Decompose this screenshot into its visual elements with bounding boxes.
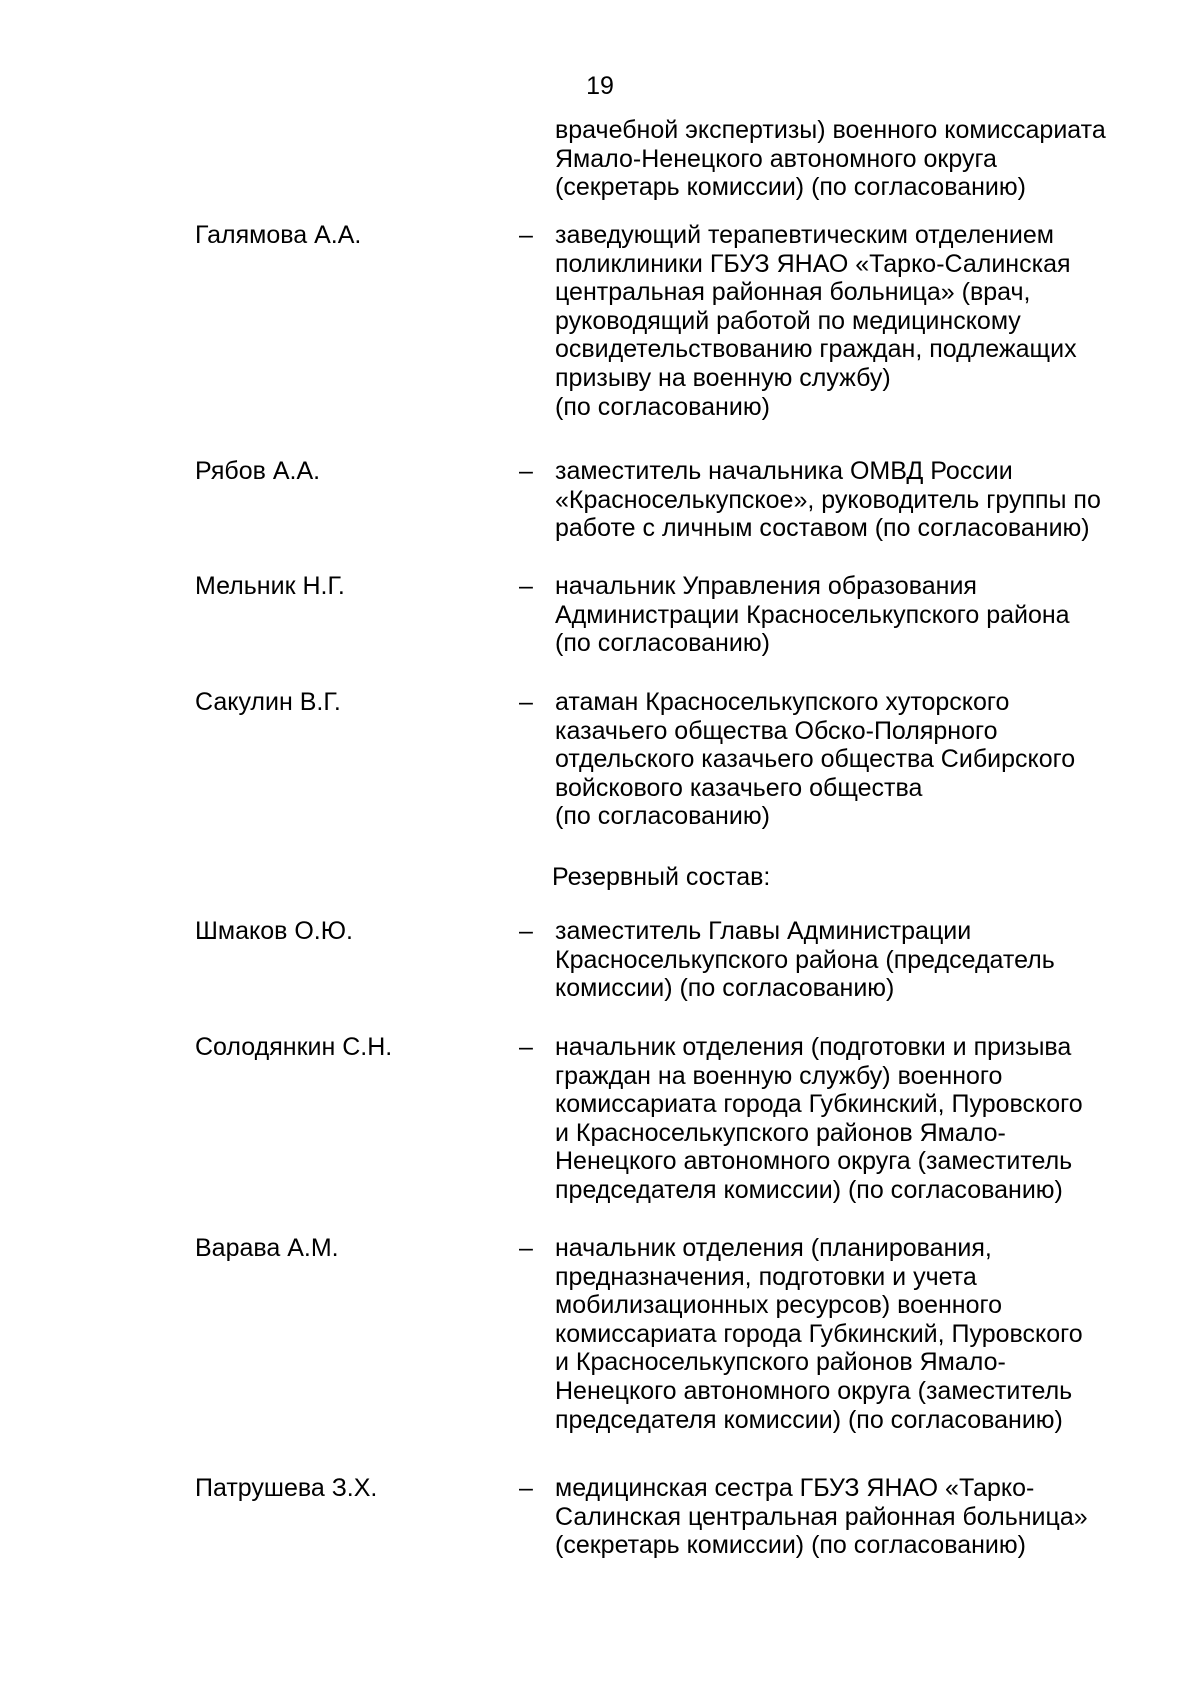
description-line: граждан на военную службу) военного xyxy=(555,1061,1003,1090)
member-name: Рябов А.А. xyxy=(195,457,321,485)
description-line: и Красноселькупского районов Ямало- xyxy=(555,1348,1006,1377)
dash-separator: – xyxy=(519,1033,533,1061)
description-line: «Красноселькупское», руководитель группы по xyxy=(555,485,1101,514)
description-line: Ненецкого автономного округа (заместитель xyxy=(555,1376,1073,1405)
description-line: медицинская сестра ГБУЗ ЯНАО «Тарко- xyxy=(555,1474,1035,1502)
member-description xyxy=(555,1474,1155,1560)
description-line: Красноселькупского района (председатель xyxy=(555,945,1055,974)
member-name: Мельник Н.Г. xyxy=(195,572,345,600)
description-line: комиссариата города Губкинский, Пуровского xyxy=(555,1319,1083,1348)
dash-separator: – xyxy=(519,917,533,945)
description-line: Ненецкого автономного округа (заместитель xyxy=(555,1147,1073,1176)
member-name: Шмаков О.Ю. xyxy=(195,917,353,945)
dash-separator: – xyxy=(519,572,533,600)
description-line: (секретарь комиссии) (по согласованию) xyxy=(555,173,1026,202)
description-line: отдельского казачьего общества Сибирского xyxy=(555,745,1076,774)
description-line: призыву на военную службу) xyxy=(555,363,891,392)
dash-separator: – xyxy=(519,688,533,716)
member-description xyxy=(555,1033,1155,1205)
dash-separator: – xyxy=(519,1474,533,1502)
description-line: и Красноселькупского районов Ямало- xyxy=(555,1118,1006,1147)
description-line: врачебной экспертизы) военного комиссариата xyxy=(555,116,1106,144)
description-line: войскового казачьего общества xyxy=(555,773,923,802)
description-line: заместитель начальника ОМВД России xyxy=(555,457,1013,485)
member-description xyxy=(555,572,1155,658)
member-name: Патрушева З.Х. xyxy=(195,1474,378,1502)
dash-separator: – xyxy=(519,1234,533,1262)
description-line: центральная районная больница» (врач, xyxy=(555,278,1031,307)
member-name: Варава А.М. xyxy=(195,1234,339,1262)
continuation-description xyxy=(555,116,1155,202)
reserve-heading: Резервный состав: xyxy=(552,863,771,891)
description-line: комиссии) (по согласованию) xyxy=(555,974,895,1003)
description-line: (по согласованию) xyxy=(555,629,770,658)
description-line: начальник отделения (планирования, xyxy=(555,1234,992,1262)
description-line: казачьего общества Обско-Полярного xyxy=(555,716,998,745)
description-line: Ямало-Ненецкого автономного округа xyxy=(555,144,997,173)
member-name: Сакулин В.Г. xyxy=(195,688,341,716)
description-line: заместитель Главы Администрации xyxy=(555,917,972,945)
description-line: председателя комиссии) (по согласованию) xyxy=(555,1405,1063,1434)
page-number: 19 xyxy=(586,72,614,100)
member-description xyxy=(555,457,1155,543)
description-line: Салинская центральная районная больница» xyxy=(555,1502,1088,1531)
dash-separator: – xyxy=(519,221,533,249)
description-line: мобилизационных ресурсов) военного xyxy=(555,1291,1002,1320)
description-line: Администрации Красноселькупского района xyxy=(555,600,1070,629)
member-description xyxy=(555,1234,1155,1434)
description-line: начальник отделения (подготовки и призыва xyxy=(555,1033,1072,1061)
description-line: начальник Управления образования xyxy=(555,572,977,600)
description-line: комиссариата города Губкинский, Пуровского xyxy=(555,1090,1083,1119)
member-description xyxy=(555,917,1155,1003)
description-line: (секретарь комиссии) (по согласованию) xyxy=(555,1531,1026,1560)
description-line: предназначения, подготовки и учета xyxy=(555,1262,977,1291)
description-line: заведующий терапевтическим отделением xyxy=(555,221,1054,249)
description-line: председателя комиссии) (по согласованию) xyxy=(555,1175,1063,1204)
description-line: (по согласованию) xyxy=(555,392,770,421)
member-name: Солодянкин С.Н. xyxy=(195,1033,393,1061)
description-line: работе с личным составом (по согласованию) xyxy=(555,514,1090,543)
description-line: атаман Красноселькупского хуторского xyxy=(555,688,1010,716)
description-line: освидетельствованию граждан, подлежащих xyxy=(555,335,1077,364)
dash-separator: – xyxy=(519,457,533,485)
member-name: Галямова А.А. xyxy=(195,221,362,249)
member-description xyxy=(555,688,1155,831)
description-line: (по согласованию) xyxy=(555,802,770,831)
description-line: руководящий работой по медицинскому xyxy=(555,306,1021,335)
member-description xyxy=(555,221,1155,421)
description-line: поликлиники ГБУЗ ЯНАО «Тарко-Салинская xyxy=(555,249,1071,278)
